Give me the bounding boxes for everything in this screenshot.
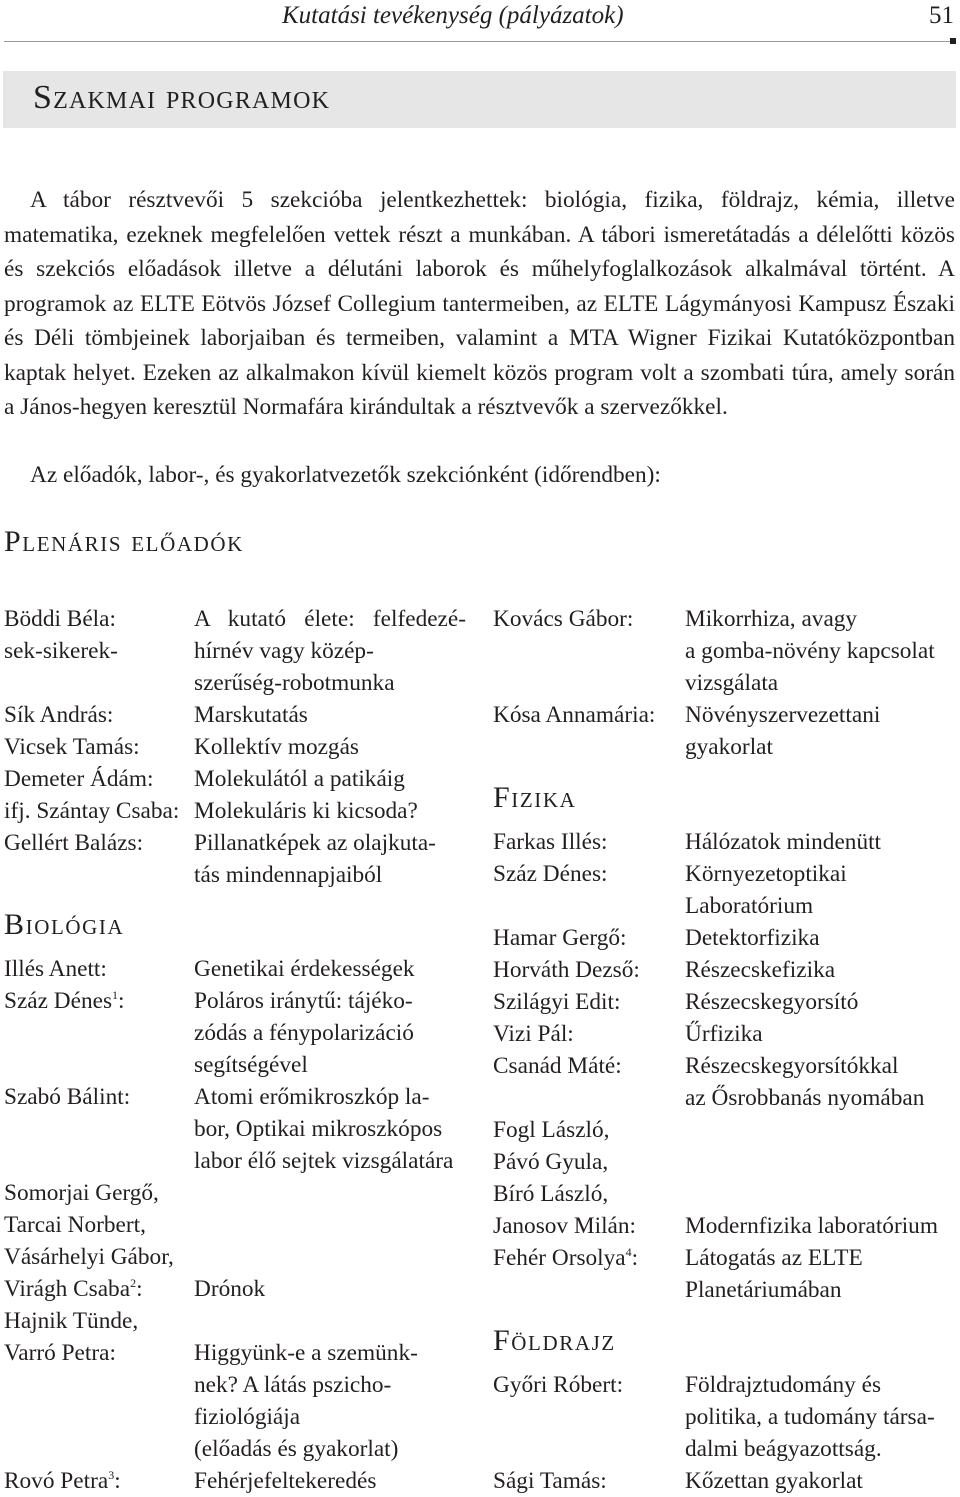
talk-title: Hálózatok mindenütt (685, 829, 882, 855)
speaker-name: Csanád Máté: (493, 1053, 622, 1079)
foldrajz-heading: Földrajz (493, 1324, 616, 1357)
header-title: Kutatási tevékenység (pályázatok) (282, 2, 624, 29)
plenary-heading: Plenáris előadók (4, 525, 244, 558)
speaker-name: Hamar Gergő: (493, 925, 627, 951)
speaker-name: Bíró László, (493, 1181, 609, 1207)
talk-title: bor, Optikai mikroszkópos (194, 1116, 443, 1142)
talk-title: szerűség-robotmunka (194, 670, 395, 696)
talk-title: Mikorrhiza, avagy (685, 606, 858, 632)
talk-title: segítségével (194, 1052, 308, 1078)
speaker-name: Száz Dénes$^1$: (4, 988, 125, 1014)
speaker-name: Horváth Dezső: (493, 957, 640, 983)
page-number: 51 (929, 2, 954, 29)
speaker-name: Vásárhelyi Gábor, (4, 1244, 174, 1270)
talk-title: hírnév vagy közép- (194, 638, 374, 664)
speaker-name: ifj. Szántay Csaba: (4, 798, 180, 824)
section-title-bar (3, 71, 956, 128)
speaker-name: Hajnik Tünde, (4, 1308, 139, 1334)
speaker-name: Kósa Annamária: (493, 702, 656, 728)
talk-title: Űrfizika (685, 1021, 763, 1047)
talk-title: Látogatás az ELTE (685, 1245, 863, 1271)
footnote-marker: 4 (625, 1245, 632, 1260)
speaker-name: Tarcai Norbert, (4, 1212, 146, 1238)
speaker-name: Győri Róbert: (493, 1372, 624, 1398)
footnote-marker: 1 (112, 988, 119, 1003)
talk-title: Planetáriumában (685, 1277, 842, 1303)
talk-title: az Ősrobbanás nyomában (685, 1085, 925, 1111)
speaker-name: Fogl László, (493, 1117, 610, 1143)
talk-title: Higgyünk-e a szemünk- (194, 1340, 418, 1366)
talk-title: Fehérjefeltekeredés (194, 1468, 377, 1494)
talk-title: Földrajztudomány és (685, 1372, 882, 1398)
footnote-marker: 2 (130, 1276, 137, 1291)
talk-title: Pillanatképek az olajkuta- (194, 830, 436, 856)
speaker-name: Szabó Bálint: (4, 1084, 131, 1110)
talk-title: A kutató élete: felfedezé- (194, 606, 466, 632)
intro-paragraph: A tábor résztvevői 5 szekcióba jelentkezhettek: biológia, fizika, földrajz, kémia, illetve matematika, ezeknek megfelelően vettek részt a munkában. A tábori ismeretátadás a délelőtti közös és szekciós előadások illetve a délutáni laborok és műhelyfoglalkozások alkalmával történt. A programok az ELTE Eötvös József Collegium tantermeiben, az ELTE Lágymányosi Kampusz Északi és Déli tömbjeinek laborjaiban és termeiben, valamint a MTA Wigner Fizikai Kutatóközpontban kaptak helyet. Ezeken az alkalmakon kívül kiemelt közös program volt a szombati túra, amely során a János-hegyen keresztül Normafára kirándultak a résztvevők a szervezőkkel. (4, 187, 955, 420)
talk-title: fiziológiája (194, 1404, 301, 1430)
talk-title: Kollektív mozgás (194, 734, 359, 760)
header-rule (4, 41, 956, 42)
talk-title: nek? A látás pszicho- (194, 1372, 392, 1398)
speaker-name: Száz Dénes: (493, 861, 608, 887)
biologia-heading: Biológia (4, 908, 125, 941)
talk-title: Molekuláris ki kicsoda? (194, 798, 418, 824)
speaker-name: Vizi Pál: (493, 1021, 574, 1047)
speaker-name: Virágh Csaba$^2$: (4, 1276, 143, 1302)
talk-title: Modernfizika laboratórium (685, 1213, 938, 1239)
talk-title: Marskutatás (194, 702, 308, 728)
header-rule-dot (950, 38, 956, 44)
talk-title: Részecskegyorsítókkal (685, 1053, 899, 1079)
talk-title: Drónok (194, 1276, 266, 1302)
talk-title: a gomba-növény kapcsolat (685, 638, 935, 664)
speaker-name: Pávó Gyula, (493, 1149, 609, 1175)
talk-title: politika, a tudomány társa- (685, 1404, 935, 1430)
speaker-name: Varró Petra: (4, 1340, 116, 1366)
speaker-name: Somorjai Gergő, (4, 1180, 159, 1206)
speaker-name: Fehér Orsolya$^4$: (493, 1245, 639, 1271)
talk-title: vizsgálata (685, 670, 779, 696)
section-title: Szakmai programok (33, 79, 331, 116)
talk-title: Részecskefizika (685, 957, 836, 983)
talk-title: gyakorlat (685, 734, 773, 760)
talk-title: Részecskegyorsító (685, 989, 859, 1015)
speaker-name: Böddi Béla: (4, 606, 116, 632)
speaker-name: Kovács Gábor: (493, 606, 634, 632)
speaker-name: Szilágyi Edit: (493, 989, 621, 1015)
talk-title: Növényszervezettani (685, 702, 881, 728)
fizika-heading: Fizika (493, 781, 577, 814)
talk-title: Poláros iránytű: tájéko- (194, 988, 413, 1014)
speaker-name: Gellért Balázs: (4, 830, 144, 856)
talk-title: Molekulától a patikáig (194, 766, 405, 792)
speaker-name: Sági Tamás: (493, 1468, 607, 1494)
talk-title: Detektorfizika (685, 925, 820, 951)
talk-title: zódás a fénypolarizáció (194, 1020, 414, 1046)
speaker-name: Sík András: (4, 702, 114, 728)
talk-title: Kőzettan gyakorlat (685, 1468, 863, 1494)
talk-title: Atomi erőmikroszkóp la- (194, 1084, 430, 1110)
speaker-name: Demeter Ádám: (4, 766, 154, 792)
speaker-name: Illés Anett: (4, 956, 107, 982)
talk-title: sek-sikerek- (4, 638, 118, 664)
talk-title: Környezetoptikai (685, 861, 847, 887)
speaker-name: Rovó Petra$^3$: (4, 1468, 121, 1494)
intro-paragraph-2: Az előadók, labor-, és gyakorlatvezetők szekciónként (időrendben): (30, 462, 661, 488)
talk-title: tás mindennapjaiból (194, 862, 383, 888)
talk-title: dalmi beágyazottság. (685, 1436, 882, 1462)
footnote-marker: 3 (108, 1468, 115, 1483)
talk-title: Genetikai érdekességek (194, 956, 415, 982)
talk-title: labor élő sejtek vizsgálatára (194, 1148, 454, 1174)
talk-title: (előadás és gyakorlat) (194, 1436, 399, 1462)
talk-title: Laboratórium (685, 893, 814, 919)
speaker-name: Farkas Illés: (493, 829, 608, 855)
speaker-name: Janosov Milán: (493, 1213, 637, 1239)
speaker-name: Vicsek Tamás: (4, 734, 140, 760)
